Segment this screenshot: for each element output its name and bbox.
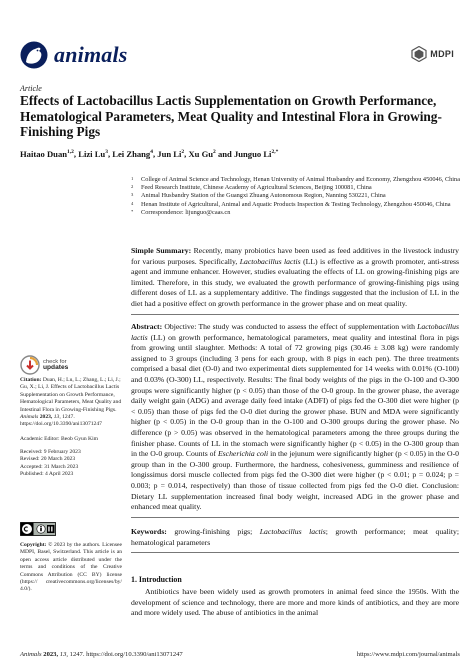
check-for-updates-icon — [20, 355, 40, 375]
accepted-date: Accepted: 31 March 2023 — [20, 463, 79, 470]
mdpi-logo[interactable] — [411, 46, 454, 62]
creative-commons-license-icon[interactable] — [20, 522, 56, 536]
publication-dates — [20, 449, 122, 479]
academic-editor: Academic Editor: Beob Gyun Kim — [20, 436, 98, 442]
introduction-text: Antibiotics have been widely used as growth promoters in animal feed since the 1950s. With the development of science and technology, there are more and more kinds of antibiotics, and they are more and more widely used. The abuse of antibiotics in the animal — [131, 587, 459, 618]
journal-animal-logo-icon — [20, 40, 48, 70]
footer-citation: Animals 2023, 13, 1247. https://doi.org/10.3390/ani13071247 — [20, 651, 183, 658]
abstract: Abstract: Objective: The study was conducted to assess the effect of supplementation with Lactobacillus lactis (LL) on growth performance, hematological parameters, meat quality and intestinal flora in pigs from growing until slaughter. Methods: A total of 72 growing pigs (30.46 ± 3.08 kg) were randomly assigned to 3 groups (including 3 pens for each group, with 8 pigs in each pen). The three treatments comprised a basal diet (O-0) and two experimental diets supplemented for 14 weeks with 0.01% (O-100) and 0.03% (O-300) LL, respectively. Results: The final body weights of the pigs in the O-100 and O-300 groups were significantly higher (p < 0.05) than those of the O-0 group. In the grower phase, the average daily weight gain (ADG) and average daily feed intake (ADFI) of pigs fed the O-300 diet were higher (p < 0.05) than those of pigs fed the O-0 diet during the grower phase. BUN and MDA were significantly higher (p < 0.05) in the O-0 group than in the O-100 and O-300 groups during the grower phase. No difference (p > 0.05) was observed in the hematological parameters among the three groups during the finisher phase. Counts of LL in the stomach were significantly higher (p < 0.05) in the O-300 group than in the O-0 group. Counts of Escherichia coli in the jejunum were significantly higher (p < 0.05) in the O-0 group than in the O-300 group. Furthermore, the hardness, cohesiveness, gumminess and resilience of longissimus dorsi muscle collected from pigs fed the O-300 diet were higher (p < 0.01; p = 0.024; p = 0.003; p = 0.014, respectively) than those of tissue collected from pigs fed the O-0 diet. Conclusion: Dietary LL supplementation increased final body weight, increased ADG in the grower phase and enhanced meat quality. — [131, 322, 459, 518]
affiliation-item: 1 College of Animal Science and Technology, Henan University of Animal Husbandry and Economy, Zhengzhou 450046, China — [131, 176, 460, 183]
published-date: Published: 4 April 2023 — [20, 471, 74, 478]
simple-summary: Simple Summary: Recently, many probiotics have been used as feed additives in the livestock industry for various purposes. Specifically, Lactobacillus lactis (LL) is effective as a growth promoter, anti-stress agent and immune enhancer. However, studies evaluating the effects of LL on growing-finishing pigs are limited. Therefore, in this study, we evaluated the growth performance of growing-finishing pigs using different doses of LL as a supplementary additive. The findings suggested that the inclusion of LL in the diet had a positive effect on growth performance in the grower phase and on meat quality. — [131, 246, 459, 315]
revised-date: Revised: 20 March 2023 — [20, 456, 76, 463]
keywords-label: Keywords: — [131, 527, 167, 536]
keywords: Keywords: growing-finishing pigs; Lactobacillus lactis; growth performance; meat quality; hematological parameters — [131, 527, 459, 553]
author-list: Haitao Duan$^{1,2}$, Lizi Lu$^3$, Lei Zhang$^4$, Jun Li$^2$, Xu Gu$^2$ and Junguo $Li^{2,*}$ — [20, 148, 279, 159]
publisher-name: MDPI — [430, 49, 454, 59]
check-for-updates-badge[interactable] — [20, 355, 68, 375]
author[interactable]: Junguo $Li^{2,*}$ — [233, 148, 279, 159]
author[interactable]: Lizi Lu$^3$ — [78, 148, 108, 159]
check-for-updates-text: check for updates — [43, 358, 69, 371]
simple-summary-label: Simple Summary: — [131, 246, 192, 255]
journal-header — [20, 40, 454, 76]
affiliation-item: 3 Animal Husbandry Station of the Guangxi Zhuang Autonomous Region, Nanning 530221, China — [131, 192, 386, 200]
mdpi-logo-icon — [411, 46, 427, 62]
affiliation-item: 2 Feed Research Institute, Chinese Academy of Agricultural Sciences, Beijing 100081, China — [131, 184, 372, 192]
correspondence[interactable]: * Correspondence: lijunguo@caas.cn — [131, 208, 231, 216]
article-type: Article — [20, 84, 42, 93]
citation: Citation: Duan, H.; Lu, L.; Zhang, L.; Li, J.; Gu, X.; Li, J. Effects of Lactobacillus Lactis Supplementation on Growth Performance, Hematological Parameters, Meat Quality and Intestinal Flora in Growing-Finishing Pigs. Animals 2023, 13, 1247. https://doi.org/10.3390/ani13071247 — [20, 377, 122, 428]
author[interactable]: Haitao Duan$^{1,2}$ — [20, 148, 74, 159]
abstract-label: Abstract: — [131, 322, 163, 331]
journal-url-link[interactable]: https://www.mdpi.com/journal/animals — [356, 651, 460, 658]
journal-name: animals — [54, 42, 128, 67]
section-heading-introduction: 1. Introduction — [131, 575, 182, 584]
journal-logo[interactable] — [20, 40, 128, 70]
article-title: Effects of Lactobacillus Lactis Supplementation on Growth Performance, Hematological Parameters, Meat Quality and Intestinal Flora in Growing-Finishing Pigs — [20, 93, 442, 139]
author[interactable]: Xu Gu$^2$ — [188, 148, 216, 159]
affiliations — [131, 176, 461, 217]
received-date: Received: 9 February 2023 — [20, 449, 81, 455]
author[interactable]: Jun Li$^2$ — [157, 148, 185, 159]
author[interactable]: Lei Zhang$^4$ — [112, 148, 153, 159]
copyright-notice: Copyright: © 2023 by the authors. Licensee MDPI, Basel, Switzerland. This article is an open access article distributed under the terms and conditions of the Creative Commons Attribution (CC BY) license (https:// creativecommons.org/licenses/by/ 4.0/). — [20, 542, 122, 593]
affiliation-item: 4 Henan Institute of Agricultural, Animal and Aquatic Products Inspection & Testing Technology, Zhengzhou 450046, China — [131, 200, 451, 208]
